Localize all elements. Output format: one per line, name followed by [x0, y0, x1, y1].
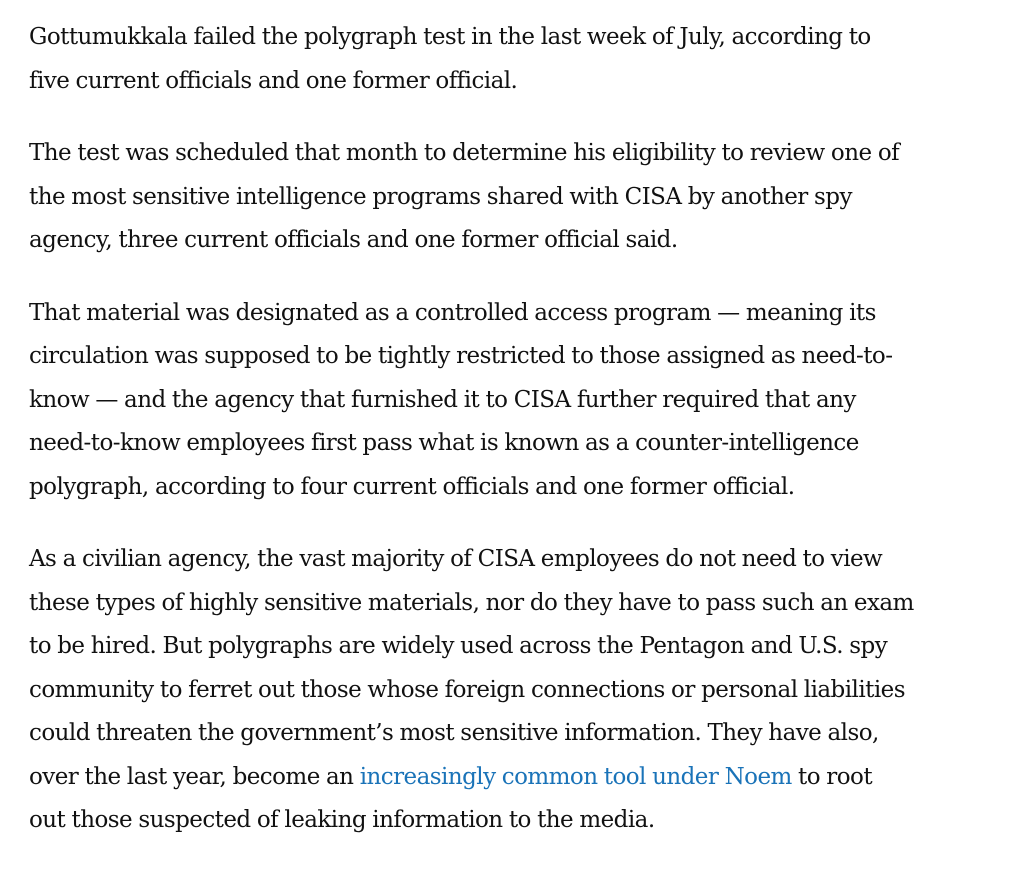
paragraph-line: That material was designated as a controlled access program — meaning its [29, 299, 876, 326]
article-body [29, 16, 994, 872]
paragraph-line: The test was scheduled that month to determine his eligibility to review one of [29, 140, 900, 166]
paragraph-line: to be hired. But polygraphs are widely used across the Pentagon and U.S. spy [29, 633, 888, 659]
paragraph-line: community to ferret out those whose foreign connections or personal liabilities [29, 676, 905, 703]
paragraph-line: these types of highly sensitive materials, nor do they have to pass such an exam [29, 589, 914, 616]
paragraph-2 [29, 132, 994, 263]
paragraph-line: the most sensitive intelligence programs shared with CISA by another spy [29, 183, 852, 210]
paragraph-line: Gottumukkala failed the polygraph test in the last week of July, according to [29, 24, 871, 50]
link-prefix-text: over the last year, become an [29, 763, 360, 790]
paragraph-3 [29, 292, 994, 510]
paragraph-line: As a civilian agency, the vast majority of CISA employees do not need to view [29, 546, 883, 572]
paragraph-4 [29, 538, 994, 843]
paragraph-line: need-to-know employees first pass what is known as a counter-intelligence [29, 430, 859, 456]
paragraph-line: know — and the agency that furnished it to CISA further required that any [29, 386, 856, 413]
paragraph-line: could threaten the government’s most sensitive information. They have also, [29, 720, 879, 746]
noem-polygraph-link[interactable]: increasingly common tool under Noem [359, 763, 792, 790]
paragraph-line: circulation was supposed to be tightly restricted to those assigned as need-to- [29, 343, 893, 369]
paragraph-line: five current officials and one former official. [29, 67, 518, 94]
paragraph-line-with-link [29, 756, 994, 800]
link-suffix-text: to root [791, 763, 873, 790]
paragraph-line: out those suspected of leaking information to the media. [29, 807, 655, 833]
paragraph-line: agency, three current officials and one former official said. [29, 227, 678, 253]
paragraph-1 [29, 16, 994, 103]
paragraph-line: polygraph, according to four current officials and one former official. [29, 473, 795, 500]
